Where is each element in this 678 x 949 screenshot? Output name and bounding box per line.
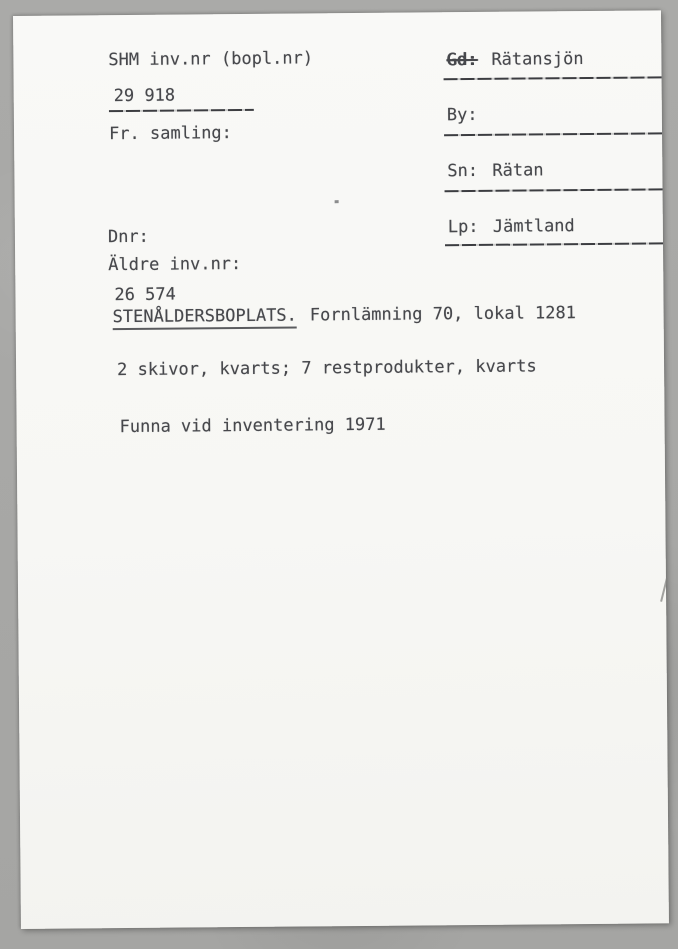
- shm-value-underline: [109, 109, 254, 112]
- provenance-note: Funna vid inventering 1971: [119, 414, 386, 438]
- site-description: Fornlämning 70, lokal 1281: [309, 303, 577, 326]
- field-gd-underline: [444, 76, 662, 80]
- field-gd-label: Gd:: [446, 49, 478, 71]
- field-sn-underline: [445, 188, 663, 192]
- ink-speck: [335, 200, 339, 203]
- field-aldre-inv-nr-value: 26 574: [114, 284, 176, 306]
- field-fr-samling-label: Fr. samling:: [108, 123, 232, 145]
- site-heading: STENÅLDERSBOPLATS.: [113, 308, 297, 331]
- field-aldre-inv-nr-label: Äldre inv.nr:: [108, 254, 242, 276]
- field-shm-inv-nr-label: SHM inv.nr (bopl.nr): [108, 48, 314, 71]
- field-lp-underline: [445, 242, 663, 246]
- field-shm-inv-nr-value: 29 918: [113, 85, 176, 107]
- site-line: [113, 305, 577, 330]
- field-by-label: By:: [446, 104, 478, 126]
- field-lp-label: Lp:: [447, 216, 479, 238]
- field-gd-value: Rätansjön: [491, 49, 584, 70]
- field-lp-value: Jämtland: [492, 216, 575, 237]
- field-lp: [448, 218, 575, 236]
- finds-description: 2 skivor, kvarts; 7 restprodukter, kvarts: [117, 356, 537, 381]
- field-sn-value: Rätan: [492, 160, 544, 181]
- field-sn-label: Sn:: [447, 160, 479, 182]
- field-sn: [447, 162, 543, 180]
- field-by-underline: [444, 132, 662, 136]
- field-by: [446, 104, 492, 126]
- field-dnr-label: Dnr:: [107, 226, 149, 248]
- catalog-card: [13, 10, 669, 929]
- field-gd: [446, 51, 583, 69]
